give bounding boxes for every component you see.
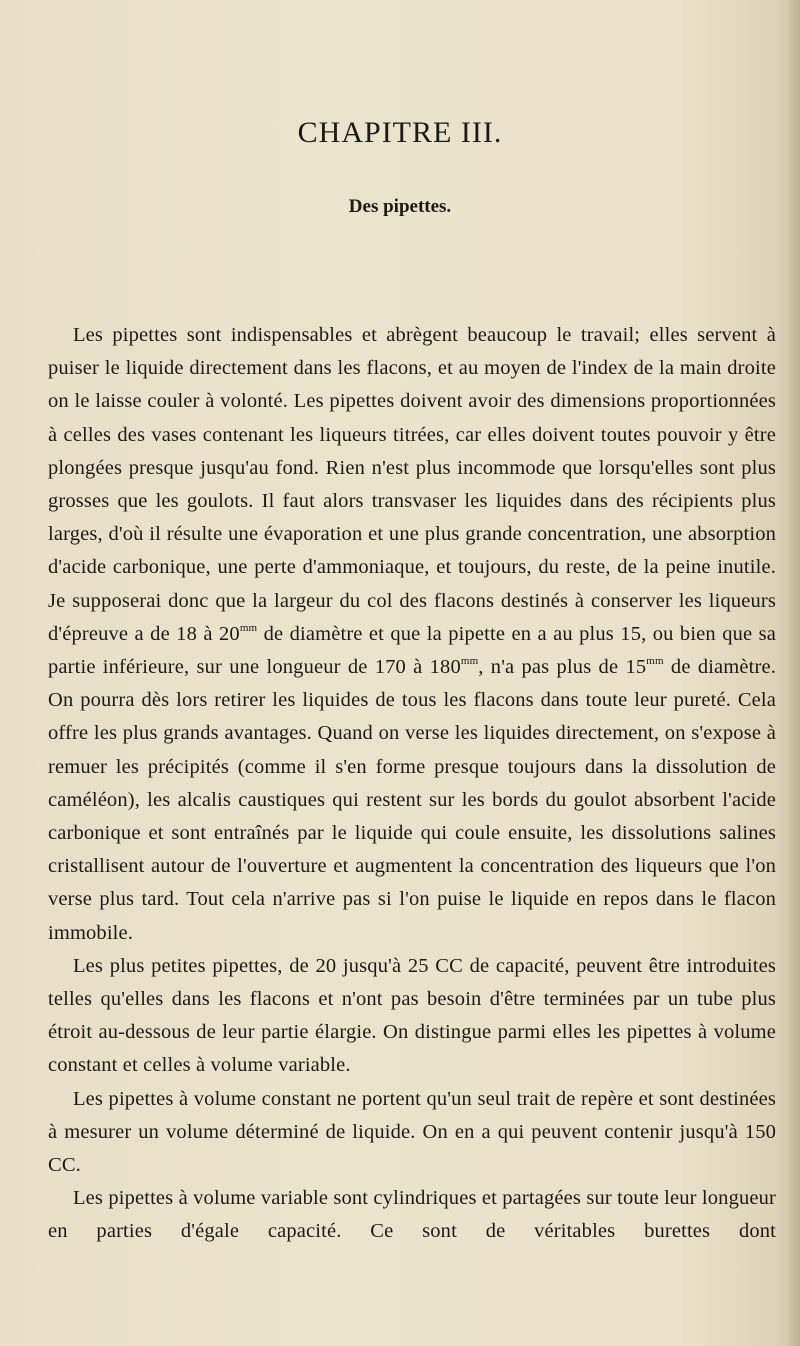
- paragraph: Les pipettes à volume variable sont cylindriques et partagées sur toute leur longueur en parties d'égale capacité. Ce sont de véritables burettes dont: [48, 1187, 776, 1243]
- paragraph: Les pipettes sont indispensables et abrègent beaucoup le travail; elles servent à puiser le liquide directement dans les flacons, et au moyen de l'index de la main droite on le laisse couler à volonté. Les pipettes doivent avoir des dimensions proportionnées à celles des vases contenant les liqueurs titrées, car elles doivent toutes pouvoir y être plongées presque jusqu'au fond. Rien n'est plus incommode que lorsqu'elles sont plus grosses que les goulots. Il faut alors transvaser les liquides dans des récipients plus larges, d'où il résulte une évaporation et une plus grande concentration, une absorption d'acide carbonique, une perte d'ammoniaque, et toujours, du reste, de la peine inutile. Je supposerai donc que la largeur du col des flacons destinés à conserver les liqueurs d'épreuve a de 18 à $20^{mm}$ de diamètre et que la pipette en a au plus 15, ou bien que sa partie inférieure, sur une longueur de 170 à $180^{mm}$, n'a pas plus de $15^{mm}$ de diamètre. On pourra dès lors retirer les liquides de tous les flacons dans toute leur pureté. Cela offre les plus grands avantages. Quand on verse les liquides directement, on s'expose à remuer les précipités (comme il s'en forme presque toujours dans la dissolution de caméléon), les alcalis caustiques qui restent sur les bords du goulot absorbent l'acide carbonique et sont entraînés par le liquide qui coule ensuite, les dissolutions salines cristallisent autour de l'ouverture et augmentent la concentration des liqueurs que l'on verse plus tard. Tout cela n'arrive pas si l'on puise le liquide en repos dans le flacon immobile.: [48, 324, 777, 944]
- section-title: Des pipettes.: [348, 196, 452, 217]
- paragraph: Les pipettes à volume constant ne portent qu'un seul trait de repère et sont destinées à mesurer un volume déterminé de liquide. On en a qui peuvent contenir jusqu'à 150 CC.: [48, 1087, 776, 1177]
- chapter-title: CHAPITRE III.: [297, 116, 503, 149]
- body-text: [48, 319, 776, 1249]
- paragraph: Les plus petites pipettes, de 20 jusqu'à 25 CC de capacité, peuvent être introduites telles qu'elles dans les flacons et n'ont pas besoin d'être terminées par un tube plus étroit au-dessous de leur partie élargie. On distingue parmi elles les pipettes à volume constant et celles à volume variable.: [48, 954, 776, 1077]
